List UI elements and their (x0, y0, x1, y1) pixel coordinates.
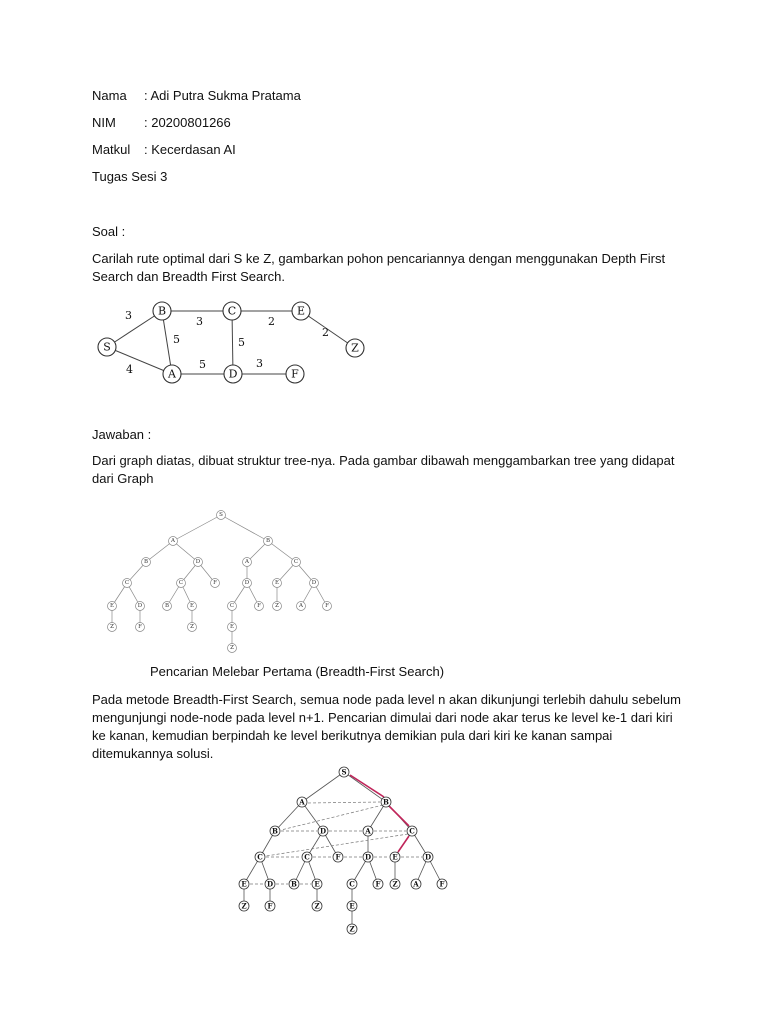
node-label: F (257, 603, 261, 609)
node-label: B (164, 603, 170, 609)
node-label: D (195, 559, 201, 565)
node-label: F (213, 580, 217, 586)
bfs-node-c (255, 852, 265, 862)
node-label: F (375, 879, 381, 889)
node-label: A (299, 603, 303, 609)
bfs-node-c (302, 852, 312, 862)
bfs-node-d (423, 852, 433, 862)
bfs-node-a (363, 826, 373, 836)
node-label: Z (190, 624, 194, 630)
node-label: S (341, 767, 347, 777)
edge-weight: 3 (256, 357, 263, 370)
bfs-node-f (333, 852, 343, 862)
node-label: A (245, 559, 249, 565)
tugas-line: Tugas Sesi 3 (92, 169, 168, 184)
bfs-node-c (407, 826, 417, 836)
bfs-node-a (297, 797, 307, 807)
node-label: E (314, 879, 320, 889)
node-label: Z (275, 603, 279, 609)
node-label: B (157, 304, 167, 318)
node-label: E (229, 624, 235, 630)
node-label: C (124, 580, 130, 586)
node-label: E (109, 603, 115, 609)
node-label: C (178, 580, 184, 586)
edge-weight: 5 (199, 358, 206, 371)
node-label: F (325, 603, 329, 609)
node-label: A (299, 797, 305, 807)
matkul-label: Matkul (92, 142, 131, 157)
node-label: D (424, 852, 432, 862)
node-label: S (219, 512, 223, 518)
bfs-node-a (411, 879, 421, 889)
node-label: Z (349, 924, 355, 934)
bfs-node-z (239, 901, 249, 911)
bfs-node-d (265, 879, 275, 889)
bfs-node-z (312, 901, 322, 911)
node-label: F (138, 624, 142, 630)
node-label: E (349, 901, 355, 911)
node-label: D (364, 852, 372, 862)
edge-weight: 5 (238, 336, 245, 349)
bfs-node-b (381, 797, 391, 807)
node-label: Z (351, 341, 359, 355)
bfs-node-d (363, 852, 373, 862)
node-label: F (267, 901, 273, 911)
matkul-value: : Kecerdasan AI (144, 142, 236, 157)
node-label: E (241, 879, 247, 889)
node-label: E (274, 580, 280, 586)
node-label: D (228, 367, 238, 381)
edge-weight: 3 (125, 309, 132, 322)
node-label: F (439, 879, 445, 889)
node-label: Z (314, 901, 320, 911)
nim-label: NIM (92, 115, 116, 130)
node-label: B (143, 559, 149, 565)
node-label: C (349, 879, 355, 889)
bfs-node-b (270, 826, 280, 836)
node-label: D (266, 879, 274, 889)
node-label: C (227, 304, 237, 318)
node-label: C (229, 603, 235, 609)
node-label: B (383, 797, 389, 807)
node-label: C (257, 852, 263, 862)
nama-value: : Adi Putra Sukma Pratama (144, 88, 301, 103)
bfs-node-e (347, 901, 357, 911)
node-label: C (304, 852, 310, 862)
node-label: E (392, 852, 398, 862)
bfs-node-e (312, 879, 322, 889)
node-label: B (291, 879, 297, 889)
edge-weight: 3 (196, 315, 203, 328)
node-label: E (296, 304, 306, 318)
bfs-node-e (390, 852, 400, 862)
node-label: A (171, 538, 175, 544)
bfs-node-d (318, 826, 328, 836)
edge-weight: 5 (173, 333, 180, 346)
nama-label: Nama (92, 88, 127, 103)
node-label: A (413, 879, 419, 889)
node-label: F (335, 852, 341, 862)
bfs-node-c (347, 879, 357, 889)
node-label: F (291, 367, 299, 381)
nim-value: : 20200801266 (144, 115, 231, 130)
node-label: Z (241, 901, 247, 911)
node-label: D (137, 603, 143, 609)
edge-weight: 2 (322, 326, 329, 339)
node-label: E (189, 603, 195, 609)
node-label: S (103, 340, 111, 354)
node-label: B (272, 826, 278, 836)
edge-weight: 4 (126, 363, 133, 376)
bfs-caption: Pencarian Melebar Pertama (Breadth-First Search) (150, 664, 445, 679)
node-label: C (409, 826, 415, 836)
bfs-node-z (347, 924, 357, 934)
node-label: Z (110, 624, 114, 630)
bfs-node-s (339, 767, 349, 777)
jawaban-heading: Jawaban : (92, 427, 152, 442)
bfs-node-z (390, 879, 400, 889)
bfs-node-f (437, 879, 447, 889)
node-label: B (265, 538, 271, 544)
node-label: D (319, 826, 327, 836)
node-label: A (168, 367, 176, 381)
bfs-node-e (239, 879, 249, 889)
bfs-node-f (373, 879, 383, 889)
node-label: A (365, 826, 371, 836)
bfs-node-b (289, 879, 299, 889)
node-label: Z (230, 645, 234, 651)
node-label: D (311, 580, 317, 586)
edge-weight: 2 (268, 315, 275, 328)
node-label: C (293, 559, 299, 565)
bfs-node-f (265, 901, 275, 911)
soal-heading: Soal : (92, 224, 126, 239)
soal-text: Carilah rute optimal dari S ke Z, gambarkan pohon pencariannya dengan menggunakan Depth First Search dan Breadth First Search. (92, 251, 666, 284)
jawaban-text: Dari graph diatas, dibuat struktur tree-nya. Pada gambar dibawah menggambarkan tree yang didapat dari Graph (92, 453, 675, 486)
node-label: Z (392, 879, 398, 889)
bfs-text: Pada metode Breadth-First Search, semua node pada level n akan dikunjungi terlebih dahulu sebelum mengunjungi node-node pada level n+1. Pencarian dimulai dari node akar terus ke level ke-1 dari kiri ke kanan, kemudian berpindah ke level berikutnya demikian pula dari kiri ke kanan sampai ditemukannya solusi. (92, 692, 681, 761)
node-label: D (244, 580, 250, 586)
